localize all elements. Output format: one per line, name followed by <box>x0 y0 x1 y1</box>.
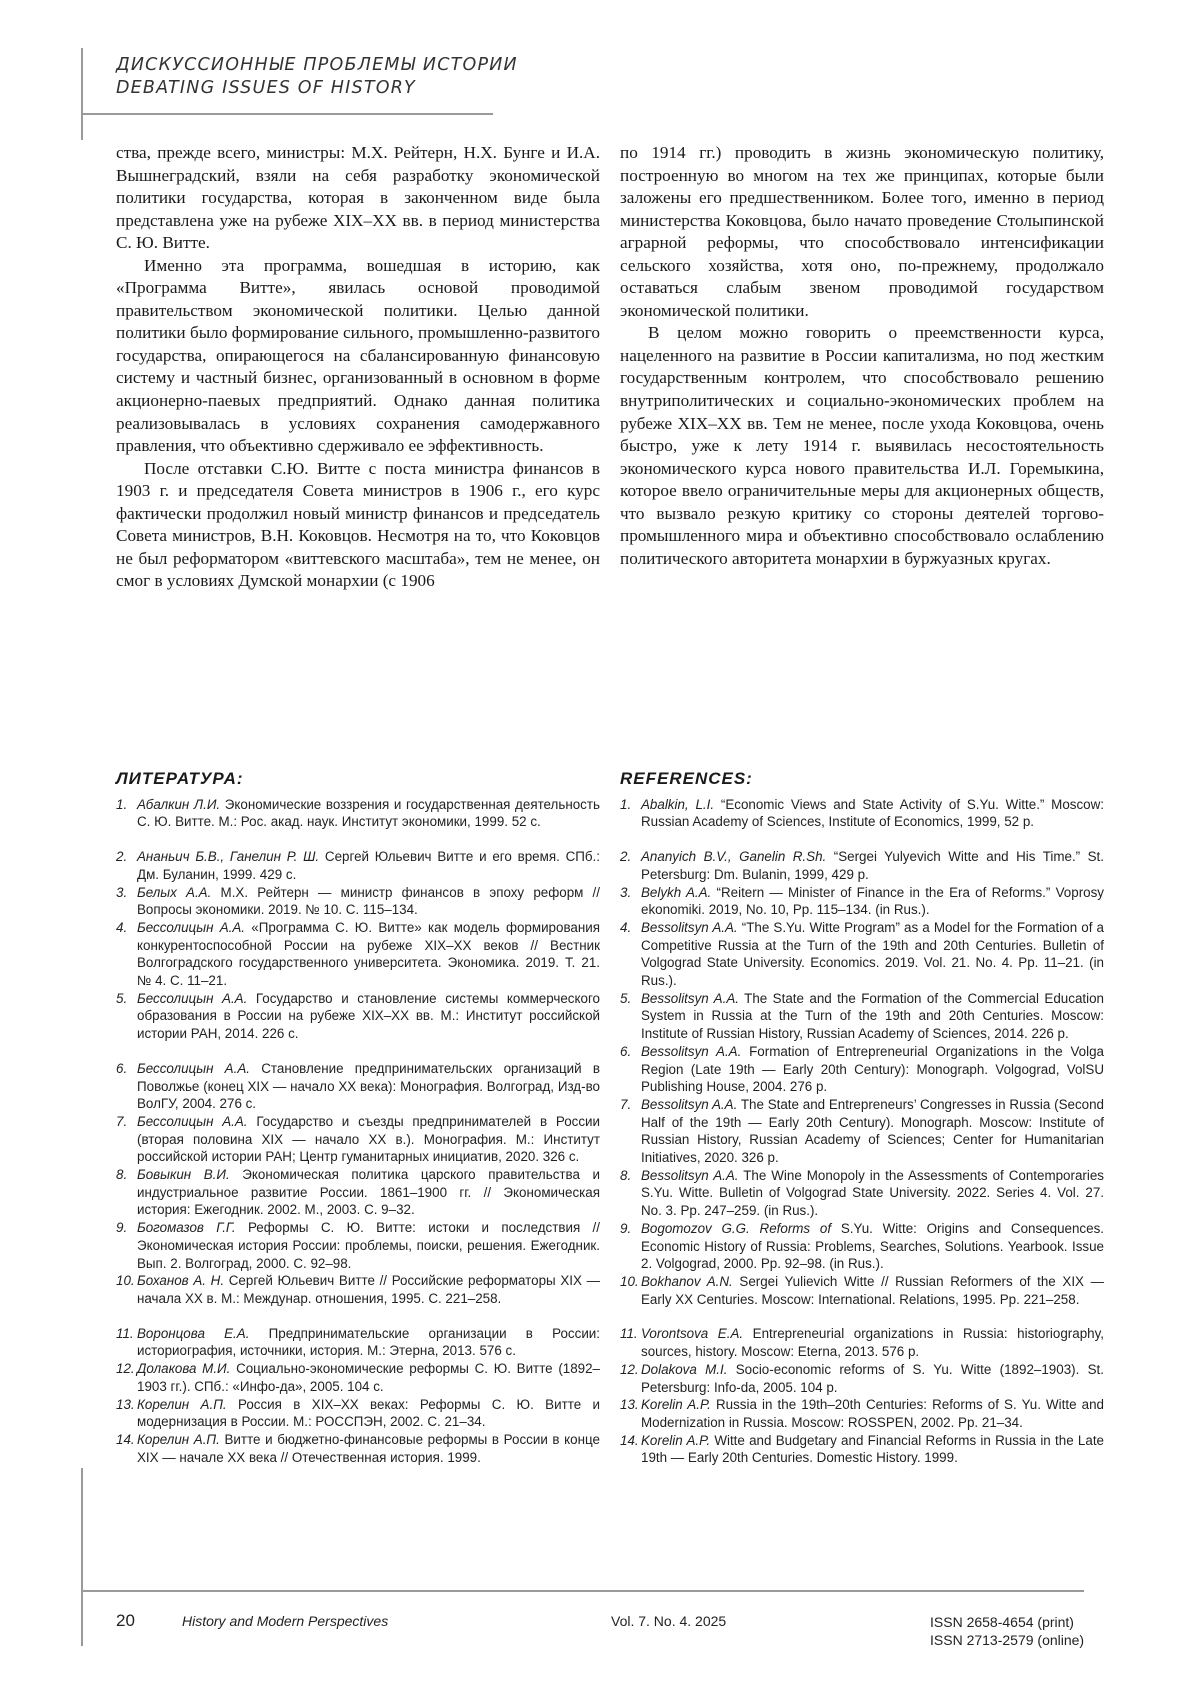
reference-text: Становление предпринимательских организаций в Поволжье (конец XIX — начало XX века): Монография. Волгоград, Изд-во ВолГУ, 2004. 276 с. <box>137 1060 600 1112</box>
reference-item <box>116 990 600 1043</box>
footer-horizontal-rule <box>81 1590 1084 1592</box>
reference-item <box>620 1361 1104 1396</box>
reference-item <box>116 1360 600 1395</box>
reference-text: Entrepreneurial organizations in Russia: historiography, sources, history. Moscow: Eterna, 2013. 576 p. <box>641 1326 1105 1360</box>
reference-item <box>620 1325 1104 1360</box>
reference-text: Государство и становление системы коммерческого образования в России на рубеже XIX–XX вв. М.: Институт российской истории РАН, 2014. 226 с. <box>137 990 600 1042</box>
reference-number: 9. <box>116 1220 128 1236</box>
reference-author: Воронцова Е.А. <box>137 1325 250 1341</box>
reference-author: Dolakova M.I. <box>641 1361 728 1377</box>
reference-item <box>620 1167 1104 1220</box>
reference-number: 10. <box>620 1273 639 1289</box>
reference-number: 3. <box>620 884 632 900</box>
reference-text: Россия в XIX–XX веках: Реформы С. Ю. Витте и модернизация в России. М.: РОССПЭН, 2002. С. 21–34. <box>137 1396 601 1430</box>
body-column-right <box>620 142 1104 570</box>
reference-item <box>116 848 600 883</box>
reference-number: 6. <box>116 1060 128 1076</box>
reference-number: 11. <box>620 1326 638 1342</box>
body-paragraph: В целом можно говорить о преемственности курса, нацеленного на развитие в России капитализма, но под жестким государственным контролем, что способствовало решению внутриполитических и социально-экономических проблем на рубеже XIX–XX вв. Тем не менее, после ухода Коковцова, очень быстро, уже к лету 1914 г. выявилась несостоятельность экономического курса нового правительства И.Л. Горемыкина, которое ввело ограничительные меры для акционерных обществ, что вызвало резкую критику со стороны деятелей торгово-промышленного мира и объективно способствовало ослаблению политического авторитета монархии в буржуазных кругах. <box>620 323 1104 568</box>
reference-author: Бессолицын А.А. <box>137 919 246 935</box>
reference-author: Бовыкин В.И. <box>137 1167 230 1183</box>
reference-text: М.Х. Рейтерн — министр финансов в эпоху реформ // Вопросы экономики. 2019. № 10. С. 115–134. <box>137 884 601 918</box>
reference-author: Долакова М.И. <box>137 1361 231 1377</box>
reference-number: 1. <box>620 796 632 812</box>
reference-author: Vorontsova E.A. <box>641 1326 744 1342</box>
reference-author: Ананьич Б.В., Ганелин Р. Ш. <box>137 849 320 865</box>
reference-number: 5. <box>620 990 632 1006</box>
reference-item <box>116 1060 600 1113</box>
reference-item <box>116 1396 600 1431</box>
reference-author: Бессолицын А.А. <box>137 990 248 1006</box>
reference-number: 14. <box>620 1432 639 1448</box>
reference-author: Ananyich B.V., Ganelin R.Sh. <box>641 849 827 865</box>
reference-text: «Программа С. Ю. Витте» как модель формирования конкурентоспособной России на рубеже XIX–XX веков // Вестник Волгоградского государственного университета. Экономика. 2019. Т. 21. № 4. С. 11–21. <box>137 919 600 989</box>
body-paragraph: ства, прежде всего, министры: М.Х. Рейтерн, Н.Х. Бунге и И.А. Вышнеградский, взяли на себя разработку экономической политики государства, которая в законченном виде была представлена уже на рубеже XIX–XX вв. в период министерства С. Ю. Витте. <box>116 143 600 253</box>
reference-number: 2. <box>620 849 632 865</box>
reference-author: Белых А.А. <box>137 884 212 900</box>
issn-block <box>930 1613 1084 1649</box>
reference-number: 8. <box>620 1167 632 1183</box>
reference-author: Bessolitsyn A.A. <box>641 1096 738 1112</box>
reference-author: Bokhanov A.N. <box>641 1273 733 1289</box>
reference-author: Bessolitsyn A.A. <box>641 1167 739 1183</box>
reference-author: Бессолицын А.А. <box>137 1060 250 1076</box>
reference-number: 10. <box>116 1273 135 1289</box>
reference-text: Экономическая политика царского правительства и индустриальное развитие России. 1861–1900 гг. // Экономическая история: Ежегодник. 2002. М., 2003. С. 9–32. <box>137 1167 600 1218</box>
reference-text: “Economic Views and State Activity of S.Yu. Witte.” Moscow: Russian Academy of Sciences, Institute of Economics, 1999, 52 p. <box>641 796 1105 830</box>
reference-text: Russia in the 19th–20th Centuries: Reforms of S. Yu. Witte and Modernization in Russia. Moscow: ROSSPEN, 2002. Pp. 21–34. <box>641 1397 1104 1430</box>
reference-item <box>620 884 1104 919</box>
reference-number: 12. <box>116 1361 135 1377</box>
reference-author: Абалкин Л.И. <box>137 796 221 812</box>
body-paragraph: После отставки С.Ю. Витте с поста министра финансов в 1903 г. и председателя Совета министров в 1906 г., его курс фактически продолжил новый министр финансов и председатель Совета министров, В.Н. Коковцов. Несмотря на то, что Коковцов не был реформатором «виттевского масштаба», тем не менее, он смог в условиях Думской монархии (с 1906 <box>116 458 600 591</box>
reference-author: Корелин А.П. <box>137 1431 220 1447</box>
reference-number: 13. <box>620 1397 639 1413</box>
references-en-list <box>620 796 1104 1467</box>
references-ru-title: ЛИТЕРАТУРА: <box>116 769 244 788</box>
reference-author: Bessolitsyn A.A. <box>641 919 738 935</box>
reference-author: Abalkin, L.I. <box>641 796 715 812</box>
reference-text: “Sergei Yulyevich Witte and His Time.” St. Petersburg: Dm. Bulanin, 1999, 429 p. <box>641 849 1105 882</box>
reference-text: “The S.Yu. Witte Program” as a Model for the Formation of a Competitive Russia at the Turn of the 19th and 20th Centuries. Bulletin of Volgograd State University. Economics. 2019. Vol. 21. No. 4. Pp. 11–21. (in Rus.). <box>641 919 1104 989</box>
header-title-ru: ДИСКУССИОННЫЕ ПРОБЛЕМЫ ИСТОРИИ <box>116 55 518 75</box>
reference-text: Socio-economic reforms of S. Yu. Witte (1892–1903). St. Petersburg: Info-da, 2005. 104 p. <box>641 1361 1104 1395</box>
reference-number: 8. <box>116 1167 128 1183</box>
reference-author: Корелин А.П. <box>137 1396 227 1412</box>
reference-author: Bessolitsyn A.A. <box>641 990 739 1006</box>
reference-text: Витте и бюджетно-финансовые реформы в России в конце XIX — начале XX века // Отечественная история. 1999. <box>137 1431 600 1465</box>
reference-text: Социально-экономические реформы С. Ю. Витте (1892–1903 гг.). СПб.: «Инфо-да», 2005. 104 с. <box>137 1361 601 1394</box>
reference-item <box>620 990 1104 1043</box>
reference-text: Sergei Yulievich Witte // Russian Reformers of the XIX — Early XX Centuries. Moscow: International. Relations, 1995. Pp. 221–258. <box>641 1273 1104 1307</box>
reference-author: Belykh A.A. <box>641 884 712 900</box>
reference-number: 7. <box>620 1096 632 1112</box>
reference-author: Бессолицын А.А. <box>137 1113 248 1129</box>
reference-item <box>116 919 600 990</box>
reference-text: Экономические воззрения и государственная деятельность С. Ю. Витте. М.: Рос. акад. наук. Институт экономики, 1999. 52 с. <box>137 796 600 830</box>
references-ru <box>116 770 600 1466</box>
reference-item <box>620 796 1104 831</box>
reference-number: 6. <box>620 1043 632 1059</box>
references-en-title: REFERENCES: <box>620 769 753 788</box>
reference-number: 13. <box>116 1396 135 1412</box>
reference-author: Боханов А. Н. <box>137 1273 225 1289</box>
reference-item <box>620 1096 1104 1167</box>
header-vertical-rule <box>81 48 83 140</box>
reference-item <box>620 919 1104 990</box>
body-paragraph: Именно эта программа, вошедшая в историю, как «Программа Витте», явилась основой проводимой правительством экономической политики. Целью данной политики было формирование сильного, промышленно-развитого государства, опирающегося на сбалансированную финансовую систему и частный бизнес, организованный в основном в форме акционерно-паевых предприятий. Однако данная политика реализовывалась в условиях сохранения самодержавного правления, что объективно сдерживало ее эффективность. <box>116 255 600 456</box>
reference-item <box>620 1273 1104 1308</box>
reference-text: Formation of Entrepreneurial Organizations in the Volga Region (Late 19th — Early 20th Century): Monograph. Volgograd, VolSU Publishing House, 2004. 276 p. <box>641 1043 1104 1095</box>
reference-text: “Reitern — Minister of Finance in the Era of Reforms.” Voprosy ekonomiki. 2019, No. 10, Pp. 115–134. (in Rus.). <box>641 884 1105 918</box>
reference-author: Korelin A.P. <box>641 1432 711 1448</box>
reference-author: Korelin A.P. <box>641 1397 711 1413</box>
reference-number: 12. <box>620 1361 639 1377</box>
reference-author: Bogomozov G.G. Reforms of <box>641 1220 832 1236</box>
reference-item <box>116 1431 600 1466</box>
reference-text: Предпринимательские организации в России: историография, источники, история. М.: Этерна, 2013. 576 с. <box>137 1325 600 1359</box>
reference-item <box>116 884 600 919</box>
body-paragraph: по 1914 гг.) проводить в жизнь экономическую политику, построенную во многом на тех же принципах, которые были заложены его предшественником. Более того, именно в период министерства Коковцова, было начато проведение Столыпинской аграрной реформы, что способствовало интенсификации сельского хозяйства, хотя оно, по-прежнему, продолжало оставаться слабым звеном проводимой государством экономической политики. <box>620 143 1104 320</box>
reference-number: 2. <box>116 849 128 865</box>
reference-number: 9. <box>620 1220 632 1236</box>
reference-item <box>116 1272 600 1307</box>
reference-item <box>116 1166 600 1219</box>
reference-number: 5. <box>116 990 128 1006</box>
page-number: 20 <box>116 1611 135 1630</box>
reference-item <box>620 1432 1104 1467</box>
reference-text: Реформы С. Ю. Витте: истоки и последствия // Экономическая история России: проблемы, поиски, решения. Ежегодник. Вып. 2. Волгоград, 2000. С. 92–98. <box>137 1220 601 1271</box>
reference-text: Сергей Юльевич Витте и его время. СПб.: Дм. Буланин, 1999. 429 с. <box>137 849 600 882</box>
reference-item <box>116 1113 600 1166</box>
reference-number: 1. <box>116 796 128 812</box>
reference-text: S.Yu. Witte: Origins and Consequences. Economic History of Russia: Problems, Searches, Solutions. Yearbook. Issue 2. Volgograd, 2000. Pp. 92–98. (in Rus.). <box>641 1220 1104 1272</box>
reference-author: Bessolitsyn A.A. <box>641 1043 742 1059</box>
reference-number: 14. <box>116 1431 135 1447</box>
reference-number: 11. <box>116 1325 134 1341</box>
references-ru-list <box>116 796 600 1467</box>
reference-number: 7. <box>116 1113 128 1129</box>
reference-text: The State and the Formation of the Commercial Education System in Russia at the Turn of the 19th and 20th Centuries. Moscow: Institute of Russian History, Russian Academy of Sciences, 2014. 226 p. <box>641 990 1104 1042</box>
reference-item <box>116 796 600 831</box>
reference-item <box>620 1396 1104 1431</box>
running-header <box>116 54 518 100</box>
reference-item <box>116 1219 600 1272</box>
reference-item <box>116 1325 600 1360</box>
footer-vertical-rule <box>81 1468 83 1646</box>
reference-number: 3. <box>116 884 128 900</box>
reference-item <box>620 848 1104 883</box>
issn-print: ISSN 2658-4654 (print) <box>930 1614 1074 1630</box>
journal-name: History and Modern Perspectives <box>182 1613 389 1629</box>
reference-number: 4. <box>116 919 128 935</box>
body-column-left <box>116 142 600 593</box>
header-horizontal-rule <box>81 113 493 115</box>
reference-item <box>620 1043 1104 1096</box>
reference-item <box>620 1220 1104 1273</box>
header-title-en: DEBATING ISSUES OF HISTORY <box>116 78 416 98</box>
references-en <box>620 770 1104 1467</box>
reference-text: Witte and Budgetary and Financial Reforms in Russia in the Late 19th — Early 20th Centuries. Domestic History. 1999. <box>641 1432 1104 1466</box>
reference-text: The Wine Monopoly in the Assessments of Contemporaries S.Yu. Witte. Bulletin of Volgograd State University. 2022. Series 4. Vol. 27. No. 3. Pp. 247–259. (in Rus.). <box>641 1167 1104 1219</box>
reference-text: Сергей Юльевич Витте // Российские реформаторы XIX — начала XX в. М.: Междунар. отношения, 1995. С. 221–258. <box>137 1273 600 1306</box>
issn-online: ISSN 2713-2579 (online) <box>930 1632 1085 1648</box>
reference-author: Богомазов Г.Г. <box>137 1220 236 1236</box>
reference-number: 4. <box>620 919 632 935</box>
reference-text: The State and Entrepreneurs’ Congresses in Russia (Second Half of the 19th — Early 20th Century). Monograph. Moscow: Institute of Russian History, Russian Academy of Sciences; Center for Humanitarian Initiatives, 2020. 326 p. <box>641 1096 1104 1166</box>
volume-info: Vol. 7. No. 4. 2025 <box>611 1613 727 1629</box>
reference-text: Государство и съезды предпринимателей в России (вторая половина XIX — начало XX в.). Монография. М.: Институт российской истории РАН; Центр гуманитарных инициатив, 2020. 326 с. <box>137 1113 600 1165</box>
